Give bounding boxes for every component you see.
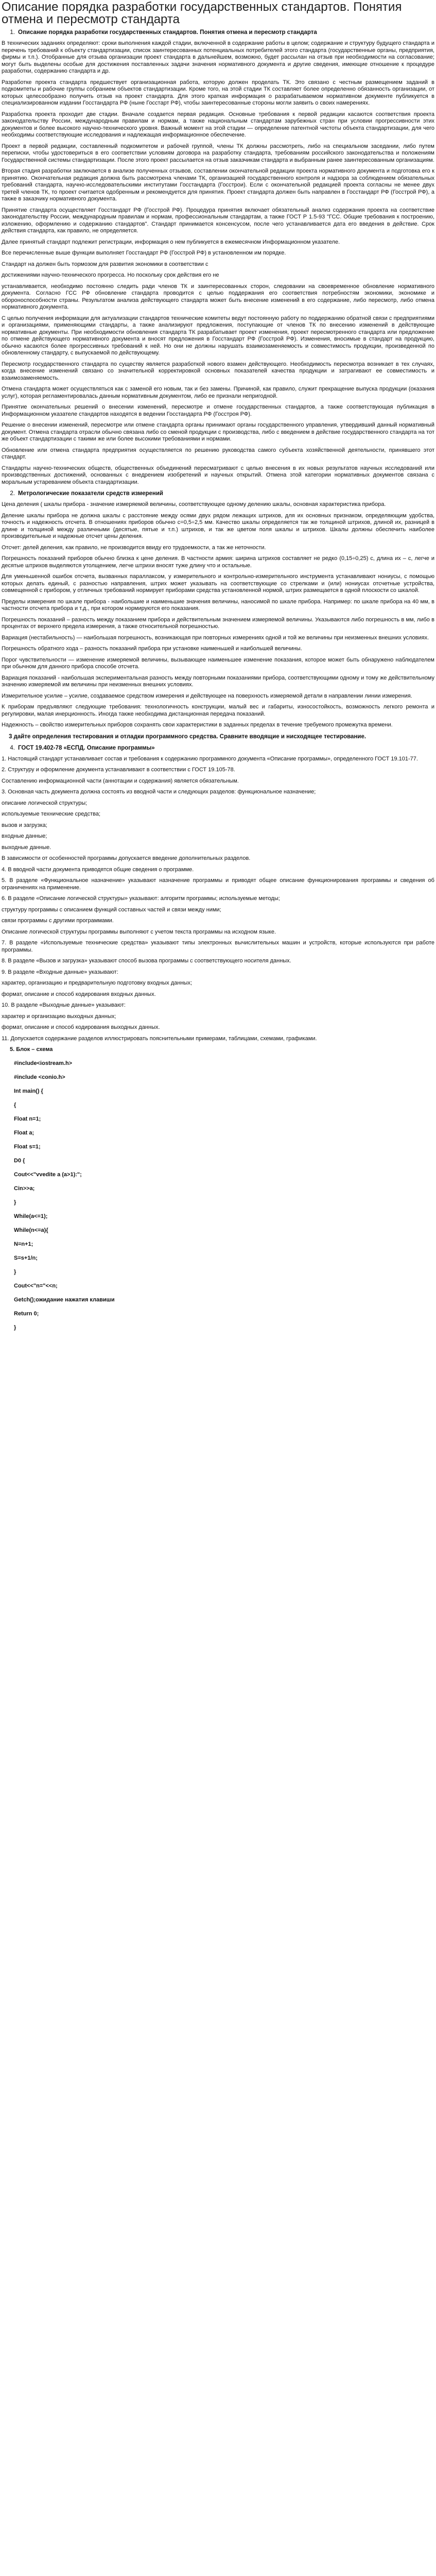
code-line: Return 0; <box>14 1311 39 1317</box>
paragraph: С целью получения информации для актуализации стандартов технические комитеты ведут постоянную работу по поддержанию обратной связи с предприятиями и организациями, применяющими стандарты, а также анализируют предложения, поступающие от членов ТК по внесению изменений в действующие нормативные документы. При необходимости обновления стандарта ТК разрабатывает проект изменения, проект пересмотренного стандарта или предложение по отмене действующего нормативного документа и вносят предложения в Госстандарт РФ (Госстрой РФ). Изменения, вносимые в стандарт на продукцию, обычно касаются более прогрессивных требований к ней. Но они не должны нарушать взаимозаменяемость и совместимость продукции, произведенной по обновленному стандарту, с выпускаемой по действующему. <box>2 315 434 356</box>
section-heading <box>2 29 434 36</box>
paragraph: Отсчет: делей деления, как правило, не производится ввиду его трудоемкости, а так же неточности. <box>2 544 266 551</box>
code-line: Float s=1; <box>14 1144 41 1150</box>
code-line: #include <conio.h> <box>14 1074 65 1080</box>
paragraph: выходные данные. <box>2 844 51 851</box>
paragraph: 8. В разделе «Вызов и загрузка» указывают способ вызова программы с соответствующего носителя данных. <box>2 958 291 964</box>
paragraph: вызов и загрузка; <box>2 822 47 828</box>
paragraph: Отмена стандарта может осуществляться как с заменой его новым, так и без замены. Причиной, как правило, служит прекращение выпуска продукции (оказания услуг), которая регламентировалась данным нормативным документом, либо ее признали непригодной. <box>2 386 434 399</box>
paragraph: Разработка проекта проходит две стадии. Вначале создается первая редакция. Основные требования к первой редакции касаются соответствия проекта законодательству России, международным правилам и нормам, а также национальным стандартам зарубежных стран при условии прогрессивности этих документов и более высокого научно-технического уровня. Важный момент на этой стадии — определение патентной чистоты объекта стандартизации, для чего необходимы соответствующие исследования и надлежащая информационное обеспечение. <box>2 111 434 138</box>
paragraph: Пределы измерения по шкале прибора - наибольшие и наименьшие значения величины, наносимой по шкале прибора. Например: по шкале прибора на 40 мм, в частности отсчета прибора и т.д., при котором нормируются его показания. <box>2 598 434 612</box>
code-line: While(a<=1); <box>14 1213 48 1219</box>
paragraph: описание логической структуры; <box>2 800 88 806</box>
code-line: Float n=1; <box>14 1116 41 1122</box>
paragraph: используемые технические средства; <box>2 811 101 817</box>
paragraph: Принятие окончательных решений о внесении изменений, пересмотре и отмене государственных стандартов, а также соответствующая публикация в Информационном указателе стандартов находятся в ведении Госстандарта РФ (Госстроя РФ). <box>2 404 434 417</box>
paragraph: Пересмотр государственного стандарта по существу является разработкой нового взамен действующего. Необходимость пересмотра возникает в тех случаях, когда внесение изменений связано со значительной корректировкой основных показателей качества продукции и затрагивают ее совместимость и взаимозаменяемость. <box>2 361 434 381</box>
paragraph: 2. Структуру и оформление документа устанавливают в соответствии с ГОСТ 19.105-78. <box>2 767 235 773</box>
code-line: #include<iostream.h> <box>14 1060 73 1066</box>
paragraph: Измерительное усилие – усилие, создаваемое средством измерения и действующее на поверхность измеряемой детали в направлении линии измерения. <box>2 692 412 699</box>
code-line: N=n+1; <box>14 1241 33 1247</box>
code-line: } <box>14 1199 16 1206</box>
paragraph: Далее принятый стандарт подлежит регистрации, информация о нем публикуется в ежемесячном Информационном указателе. <box>2 239 340 245</box>
paragraph: 5. В разделе «Функциональное назначение» указывают назначение программы и приводят общее описание функционирования программы и сведения об ограничениях на применение. <box>2 877 434 891</box>
paragraph: Разработке проекта стандарта предшествует организационная работа, которую должен проделать ТК. Это связано с честным размещением заданий в подкомитеты и рабочие группы собранием объектов стандартизации. Кроме того, на этой стадии ТК составляет более определенно обязанность организации, от которых целесообразно получить отзыв на проект стандарта. Для этого краткая информация о разрабатываемом нормативном документе публикуется в специализированном издании Госстандарта РФ (ныне Госстарт РФ), чтобы заинтересованные стороны могли заявить о своих намерениях. <box>2 79 434 106</box>
paragraph: В технических заданиях определяют: сроки выполнения каждой стадии, включенной в содержание работы в целом; содержание и структуру будущего стандарта и перечень требований к объекту стандартизации, список заинтересованных потенциальных потребителей этого стандарта (государственные органы, предприятия, фирмы и т.п.). Отобранные для отзыва организации проект стандарта в дальнейшем, возможно, будет рассылан на отзыв при необходимости на согласование; могут быть выделены особые для достижения поставленных задачи значения нормативного документа и другие сведения, имеющие отношение к процедуре разработки, содержанию стандарта и др. <box>2 40 434 74</box>
section-number: 4. <box>10 744 15 751</box>
section-number: 2. <box>10 490 15 497</box>
paragraph: формат, описание и способ кодирования выходных данных. <box>2 1024 160 1030</box>
paragraph: Принятие стандарта осуществляет Госстандарт РФ (Госстрой РФ). Процедура принятия включает обязательный анализ содержания проекта на соответствие законодательству России, международным правилам и нормам, профессиональным стандартам, а также ГОСТ Р 1.5-93 "ГСС. Общие требования к построению, изложению, оформлению и содержанию стандартов". Стандарт принимается консенсусом, после чего устанавливается дата его введения в действие. Срок действия стандарта, как правило, не определяется. <box>2 207 434 234</box>
paragraph: характер и организацию выходных данных; <box>2 1013 116 1020</box>
code-line: S=s+1/n; <box>14 1255 38 1261</box>
paragraph: связи программы с другими программами. <box>2 918 114 924</box>
section-heading <box>2 744 434 752</box>
paragraph: 11. Допускается содержание разделов иллюстрировать пояснительными примерами, таблицами, схемами, графиками. <box>2 1035 317 1042</box>
code-line: While(n<=a){ <box>14 1227 48 1233</box>
paragraph: 9. В разделе «Входные данные» указывают: <box>2 969 118 975</box>
section-title: 3 дайте определения тестирования и отладки программного средства. Сравните вводящие и нисходящее тестирование. <box>9 733 367 740</box>
paragraph: Стандарт на должен быть тормозом для развития экономики в соответствии с <box>2 261 208 267</box>
paragraph: 4. В вводной части документа приводятся общие сведения о программе. <box>2 866 194 873</box>
paragraph: 3. Основная часть документа должна состоять из вводной части и следующих разделов: функциональное назначение; <box>2 789 316 795</box>
code-section <box>2 1046 434 1331</box>
section-number: 1. <box>10 29 15 36</box>
section-heading <box>2 490 434 497</box>
section-title: ГОСТ 19.402-78 «ЕСПД. Описание программы» <box>18 744 155 751</box>
code-line: D0 { <box>14 1158 25 1164</box>
code-line: Float a; <box>14 1130 34 1136</box>
paragraph: К приборам предъявляют следующие требования: технологичность конструкции, малый вес и габариты, износостойкость, возможность легкого ремонта и регулировки, малая инерционность. Иногда также необходима дистанционная передача показаний. <box>2 704 434 717</box>
paragraph: Составлению информационной части (аннотации и содержания) является обязательным. <box>2 777 239 784</box>
paragraph: 7. В разделе «Используемые технические средства» указывают типы электронных вычислительных машин и устройств, которые используются при работе программы. <box>2 940 434 953</box>
paragraph: Вариация (нестабильность) — наибольшая погрешность, возникающая при повторных измерениях одной и той же величины при неизменных внешних условиях. <box>2 634 429 641</box>
document-body <box>2 29 434 1042</box>
code-line: Getch();ожидание нажатия клавиши <box>14 1297 115 1303</box>
code-line: } <box>14 1269 16 1275</box>
paragraph: структуру программы с описанием функций составных частей и связи между ними; <box>2 906 221 913</box>
paragraph: входные данные; <box>2 833 47 839</box>
paragraph: Порог чувствительности — изменение измеряемой величины, вызывающее наименьшее изменение показания, которое может быть обнаружено наблюдателем при обычном для данного прибора способе отсчета. <box>2 656 434 670</box>
paragraph: Для уменьшенной ошибок отсчета, вызванных параллаксом, у измерительного и контрольно-измерительного инструмента устанавливают нониусы, с помощью которых делать единый, с разностью направления, штрих может указывать на соответствующие со стрелками и (или) нониусах отсчетные устройства, совмещенной с прибором, у отличных требований нормирует приборами средства установленной нормой, штрих размещается в одной плоскости со шкалой. <box>2 573 434 594</box>
paragraph: Погрешность показаний – разность между показанием прибора и действительным значением измеряемой величины. Указываются либо погрешность в мм, либо в процентах от верхнего предела измерения, а также относительной погрешностью. <box>2 616 434 630</box>
paragraph: Вторая стадия разработки заключается в анализе полученных отзывов, составлении окончательной редакции проекта нормативного документа и подготовка его к принятию. Окончательная редакция должна быть рассмотрена членами ТК, организацией государственного контроля и надзора за соблюдением обязательных требований стандарта, научно-исследовательскими институтами Госстандарта (Госстрои). Если с окончательной редакцией проекта согласны не менее двух третей членов ТК, то проект считается одобренным и рекомендуется для принятия. Проект стандарта должен быть направлен в Госстандарт РФ (Госстрой РФ), а также в заказчику нормативного документа. <box>2 168 434 202</box>
document-page <box>0 1 436 1331</box>
paragraph: Надежность – свойство измерительных приборов сохранять свои характеристики в заданных пределах в течение требуемого промежутка времени. <box>2 722 393 728</box>
paragraph: 6. В разделе «Описание логической структуры» указывают: алгоритм программы; используемые методы; <box>2 895 280 902</box>
page-title: Описание порядка разработки государственных стандартов. Понятия отмена и пересмотр стандарта <box>2 0 402 26</box>
paragraph: устанавливается, необходимо постоянно следить ради членов ТК и заинтересованных сторон, следовании на своевременное обновление нормативного документа. Согласно ГСС РФ обновление стандарта проводится с целью поддержания его соответствия потребностям экономики, экономике и обороноспособности страны. Результатом анализа действующего стандарта может быть внесение изменений в его содержание, либо пересмотр, либо отмена нормативного документа. <box>2 283 434 310</box>
paragraph: Цена деления ( шкалы прибора - значение измеряемой величины, соответствующее одному делению шкалы, основная характеристика прибора. <box>2 501 386 507</box>
paragraph: Все перечисленные выше функции выполняет Госстандарт РФ (Госстрой РФ) в установленном им порядке. <box>2 250 286 256</box>
paragraph: Описание логической структуры программы выполняют с учетом текста программы на исходном языке. <box>2 928 276 935</box>
paragraph: В зависимости от особенностей программы допускается введение дополнительных разделов. <box>2 855 251 861</box>
paragraph: Стандарты научно-технических обществ, общественных объединений пересматривают с целью внесения в их новых результатов научных исследований или производственных достижений, основанных с внедрением изобретений и научных открытий. Отмена этой категории нормативных документов связана с моральным устареванием объекта стандартизации. <box>2 465 434 485</box>
paragraph: формат, описание и способ кодирования входных данных. <box>2 991 156 997</box>
paragraph: 10. В разделе «Выходные данные» указывают: <box>2 1002 126 1008</box>
section-title: Метрологические показатели средств измерений <box>18 490 163 497</box>
section-heading <box>2 733 434 740</box>
paragraph: Обновление или отмена стандарта предприятия осуществляется по решению руководства самого субъекта хозяйственной деятельности, принявшего этот стандарт. <box>2 447 434 460</box>
paragraph: Деление шкалы прибора не должна шкалы с расстояние между осями двух рядом лежащих штрихов, для их основных признаком, определяющим удобства, точность и надежность отсчета. В отношениях приборов обычно c=0,5÷2,5 мм. Качество шкалы определяется так же толщиной штрихов, длиной их, разницей в длине и толщиной между различными (десятые, пятые и т.п.) штрихов, и так же цветом поля шкалы и штрихов. Шкалы должны обеспечить наиболее производительные и надежные отсчет цены деления. <box>2 512 434 539</box>
code-line: Cout<<"n="<<n; <box>14 1283 58 1289</box>
code-heading-text: Блок – схема <box>16 1046 53 1053</box>
code-line: Cout<<"vvedite a (a>1):"; <box>14 1172 82 1178</box>
paragraph: достижениями научно-технического прогресса. Но поскольку срок действия его не <box>2 272 219 278</box>
code-line: } <box>14 1325 16 1331</box>
paragraph: Погрешность обратного хода – разность показаний прибора при установке наименьшей и наибольшей величины. <box>2 646 302 652</box>
paragraph: Решение о внесении изменений, пересмотре или отмене стандарта органы принимают органы государственного управления, утвердивший данный нормативный документ. Отмена стандарта отрасли обычно связана либо со сменой продукции с производства, либо с введением в действие государственного стандарта на тот же объект стандартизации с такими же или более высокими требованиями и нормами. <box>2 422 434 442</box>
code-heading-number: 5. <box>10 1046 15 1053</box>
section-title: Описание порядка разработки государственных стандартов. Понятия отмена и пересмотр стандарта <box>18 29 317 36</box>
paragraph: характер, организацию и предварительную подготовку входных данных; <box>2 980 193 986</box>
code-listing <box>14 1060 434 1331</box>
paragraph: Проект в первой редакции, составленный подкомитетом и рабочей группой, члены ТК должны рассмотреть, либо на специальном заседании, либо путем переписки, чтобы удостовериться в его соответствии условиям договора на разработку стандарта, требованиям российского законодательства и положениям Государственной системы стандартизации. После этого проект рассылается на отзыв заказчикам стандарта и выбранным ранее заинтересованным организациям. <box>2 143 434 163</box>
code-line: Int main() { <box>14 1088 43 1094</box>
paragraph: 1. Настоящий стандарт устанавливает состав и требования к содержанию программного документа «Описание программы», определенного ГОСТ 19.101-77. <box>2 755 418 762</box>
code-line: Cin>>a; <box>14 1185 35 1192</box>
code-heading <box>10 1046 434 1053</box>
code-line: { <box>14 1102 16 1108</box>
paragraph: Вариация показаний - наибольшая экспериментальная разность между повторными показаниями прибора, соответствующими одному и тому же действительному значению измеряемой им величины при неизменных внешних условиях. <box>2 674 434 688</box>
paragraph: Погрешность показаний приборов обычно близка к цене деления. В частности армия: ширина штрихов составляет не редко (0,15÷0,25) с, длина их – с, легче и десятые штрихов выделяются утолщением, легче штрихи вносят туже длину что и остальные. <box>2 555 434 569</box>
